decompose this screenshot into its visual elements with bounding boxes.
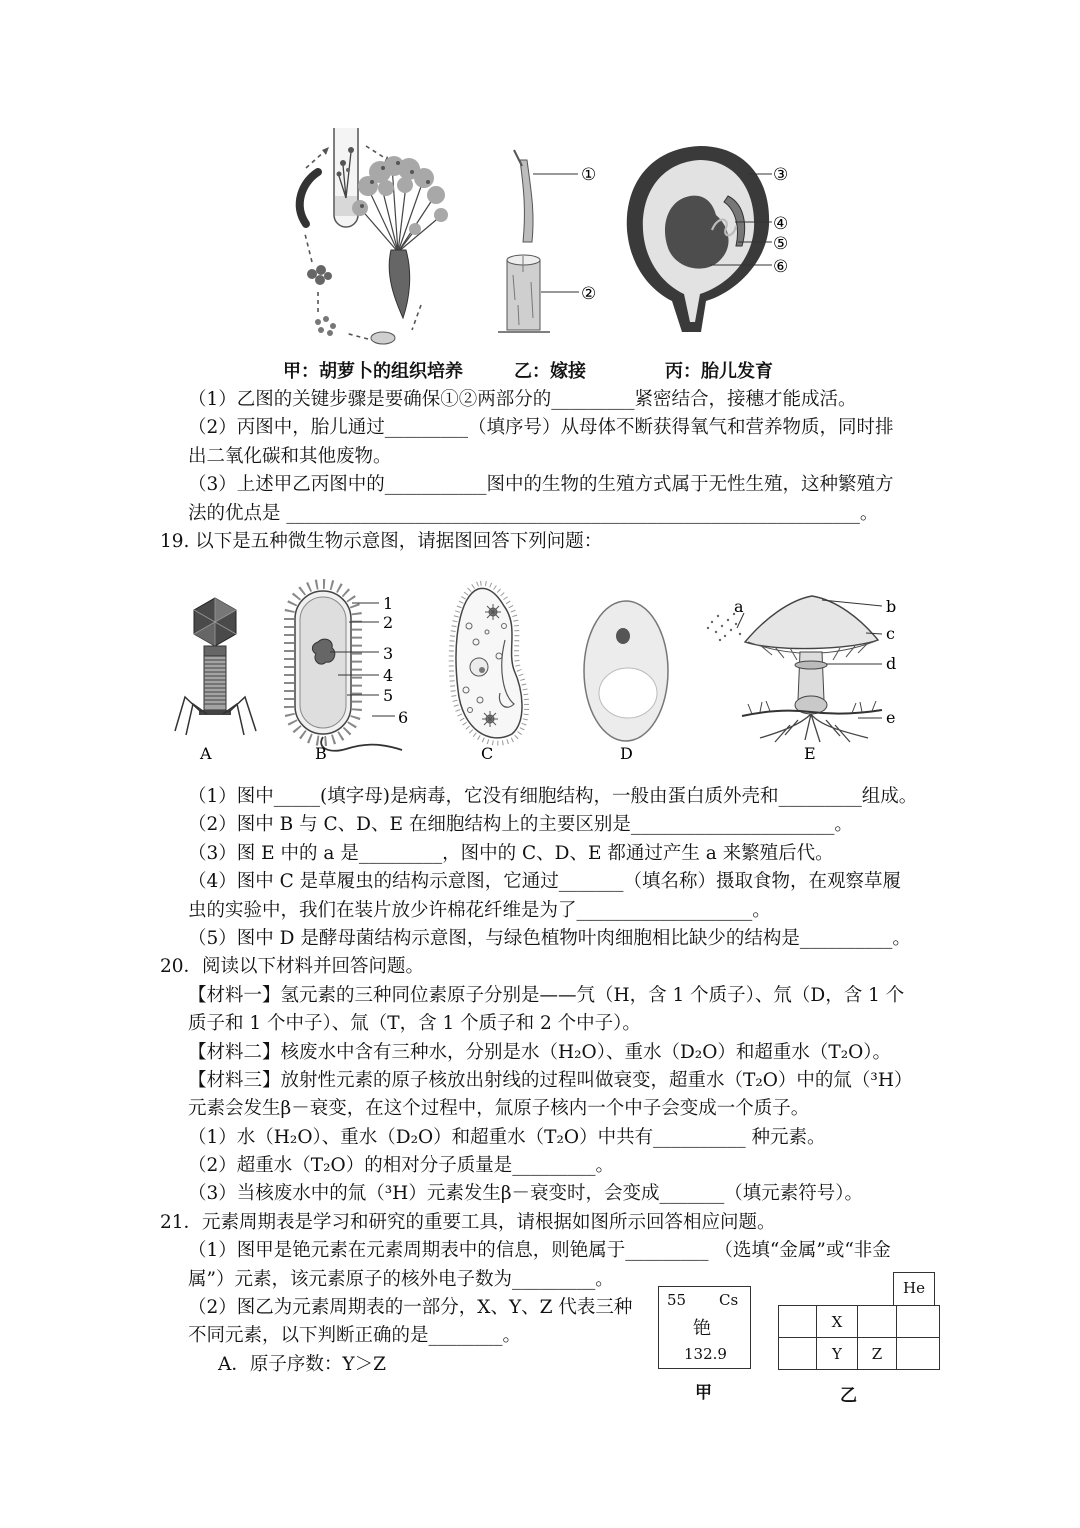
label-circled-4: ④ [773, 214, 789, 234]
table-cell [897, 1338, 940, 1370]
caption-table-yi: 乙 [840, 1386, 857, 1406]
q19-line-2: （2）图中 B 与 C、D、E 在细胞结构上的主要区别是______________________。 [188, 814, 853, 836]
q19-line-6: （5）图中 D 是酵母菌结构示意图，与绿色植物叶肉细胞相比缺少的结构是__________。 [188, 927, 911, 949]
question-18-block [160, 386, 940, 556]
arrowhead-to-tube [322, 147, 329, 155]
q20-line-2: 质子和 1 个中子）、氚（T，含 1 个质子和 2 个中子）。 [188, 1013, 641, 1035]
paramecium-c [451, 583, 526, 743]
bacterium-label-1: 1 [383, 594, 394, 613]
q20-line-1: 【材料一】氢元素的三种同位素原子分别是——氕（H，含 1 个质子）、氘（D，含 1 个 [188, 984, 905, 1006]
callus-cells [307, 265, 332, 285]
carrot-root-explant [300, 172, 318, 224]
bacterium-b [289, 584, 408, 751]
q18-line-2: （2）丙图中，胎儿通过_________（填序号）从母体不断获得氧气和营养物质，同时排 [188, 417, 894, 439]
questions-19-21-block [160, 783, 940, 1379]
q20-line-7: （2）超重水（T₂O）的相对分子质量是_________。 [188, 1155, 614, 1177]
q21-stem: 21．元素周期表是学习和研究的重要工具，请根据如图所示回答相应问题。 [160, 1211, 776, 1233]
table-row [779, 1306, 940, 1338]
bacterium-label-4: 4 [383, 666, 394, 685]
q18-line-3: 出二氧化碳和其他废物。 [188, 445, 392, 467]
table-cell [858, 1306, 897, 1338]
scion [520, 160, 533, 242]
mushroom-label-c: c [886, 624, 895, 643]
mycelium [760, 714, 868, 742]
table-cell [897, 1306, 940, 1338]
periodic-cell-he: He [893, 1272, 935, 1306]
label-circled-2: ② [581, 284, 597, 304]
q21-line-3: （2）图乙为元素周期表的一部分，X、Y、Z 代表三种 [188, 1297, 633, 1319]
q21-line-1: （1）图甲是铯元素在元素周期表中的信息，则铯属于_________ （选填“金属”或“非金 [188, 1240, 891, 1262]
mushroom-ring [795, 661, 827, 669]
letter-b: B [315, 744, 327, 763]
cesium-element-card [658, 1286, 751, 1369]
periodic-cell-z: Z [858, 1338, 897, 1370]
yeast-d [584, 601, 668, 741]
q18-line-1: （1）乙图的关键步骤是要确保①②两部分的_________紧密结合，接穗才能成活。 [188, 389, 857, 410]
spores [707, 613, 741, 641]
phage-collar [204, 646, 226, 656]
periodic-table-fragment [778, 1305, 940, 1370]
mushroom-label-d: d [886, 654, 897, 673]
top-figure [280, 115, 810, 355]
atomic-number: 55 [667, 1291, 687, 1309]
q20-line-4: 【材料三】放射性元素的原子核放出射线的过程叫做衰变，超重水（T₂O）中的氚（³H） [188, 1069, 913, 1091]
mushroom-label-b: b [886, 597, 897, 616]
yeast-vacuole [599, 668, 657, 718]
q19-line-1: （1）图中_____(填字母)是病毒，它没有细胞结构，一般由蛋白质外壳和_________组成。 [188, 786, 918, 807]
letter-e: E [804, 744, 816, 763]
q20-line-5: 元素会发生β－衰变，在这个过程中，氚原子核内一个中子会变成一个质子。 [188, 1098, 810, 1120]
microbes-figure [160, 575, 920, 767]
q21-line-4: 不同元素，以下判断正确的是________。 [188, 1325, 522, 1347]
paramecium-macronucleus [470, 658, 488, 676]
bacterium-label-6: 6 [398, 708, 409, 727]
periodic-cell-y: Y [817, 1338, 858, 1370]
q19-line-4: （4）图中 C 是草履虫的结构示意图，它通过_______（填名称）摄取食物，在观察草履 [188, 871, 901, 893]
q18-line-4: （3）上述甲乙丙图中的___________图中的生物的生殖方式属于无性生殖，这种繁殖方 [188, 474, 894, 496]
table-cell [779, 1338, 817, 1370]
element-name: 铯 [693, 1318, 711, 1339]
mushroom-label-a: a [734, 597, 744, 616]
carrot-plant [352, 156, 448, 318]
phage-a [175, 598, 256, 735]
q20-line-3: 【材料二】核废水中含有三种水，分别是水（H₂O）、重水（D₂O）和超重水（T₂O）。 [188, 1041, 892, 1063]
letter-c: C [481, 744, 494, 763]
q20-line-6: （1）水（H₂O）、重水（D₂O）和超重水（T₂O）中共有__________ 种元素。 [188, 1126, 826, 1148]
q20-line-8: （3）当核废水中的氚（³H）元素发生β－衰变时，会变成_______（填元素符号）。 [188, 1183, 864, 1205]
label-circled-5: ⑤ [773, 234, 789, 254]
mushroom-label-e: e [886, 708, 896, 727]
q21-line-2: 属”）元素，该元素原子的核外电子数为_________。 [188, 1268, 614, 1290]
grafting-diagram [498, 150, 596, 332]
periodic-cell-x: X [817, 1306, 858, 1338]
yeast-nucleus [616, 628, 630, 644]
caption-yi: 乙：嫁接 [514, 361, 586, 382]
label-circled-3: ③ [773, 165, 789, 185]
contractile-vacuole-bottom [482, 711, 498, 727]
element-symbol: Cs [719, 1291, 739, 1309]
caption-bing: 丙：胎儿发育 [665, 361, 773, 382]
tissue-culture-diagram [300, 128, 448, 344]
bacterium-label-2: 2 [383, 613, 394, 632]
letter-a: A [200, 744, 212, 763]
letter-d: D [620, 744, 633, 763]
petri-dish [371, 332, 395, 344]
contractile-vacuole-top [485, 604, 501, 620]
mushroom-e [707, 596, 896, 742]
q19-line-3: （3）图 E 中的 a 是_________，图中的 C、D、E 都通过产生 a 来繁殖后代。 [188, 842, 834, 864]
caption-jia: 甲：胡萝卜的组织培养 [283, 361, 463, 382]
q18-line-5: 法的优点是 ______________________________________________________________。 [188, 502, 879, 524]
caption-card-jia: 甲 [695, 1383, 712, 1403]
dispersed-cells [315, 316, 336, 336]
fetus-diagram [627, 146, 788, 332]
bacterium-label-3: 3 [383, 644, 394, 663]
bacterium-label-5: 5 [383, 686, 394, 705]
atomic-mass: 132.9 [684, 1345, 727, 1363]
label-circled-1: ① [581, 165, 597, 185]
q21-option-a: A．原子序数：Y＞Z [218, 1353, 386, 1375]
table-row [779, 1338, 940, 1370]
q20-stem: 20．阅读以下材料并回答问题。 [160, 956, 425, 978]
q19-stem: 19. 以下是五种微生物示意图，请据图回答下列问题： [160, 530, 603, 552]
table-cell [779, 1306, 817, 1338]
carrot-taproot [389, 250, 410, 318]
label-circled-6: ⑥ [773, 257, 789, 277]
q19-line-5: 虫的实验中，我们在装片放少许棉花纤维是为了___________________。 [188, 899, 771, 921]
